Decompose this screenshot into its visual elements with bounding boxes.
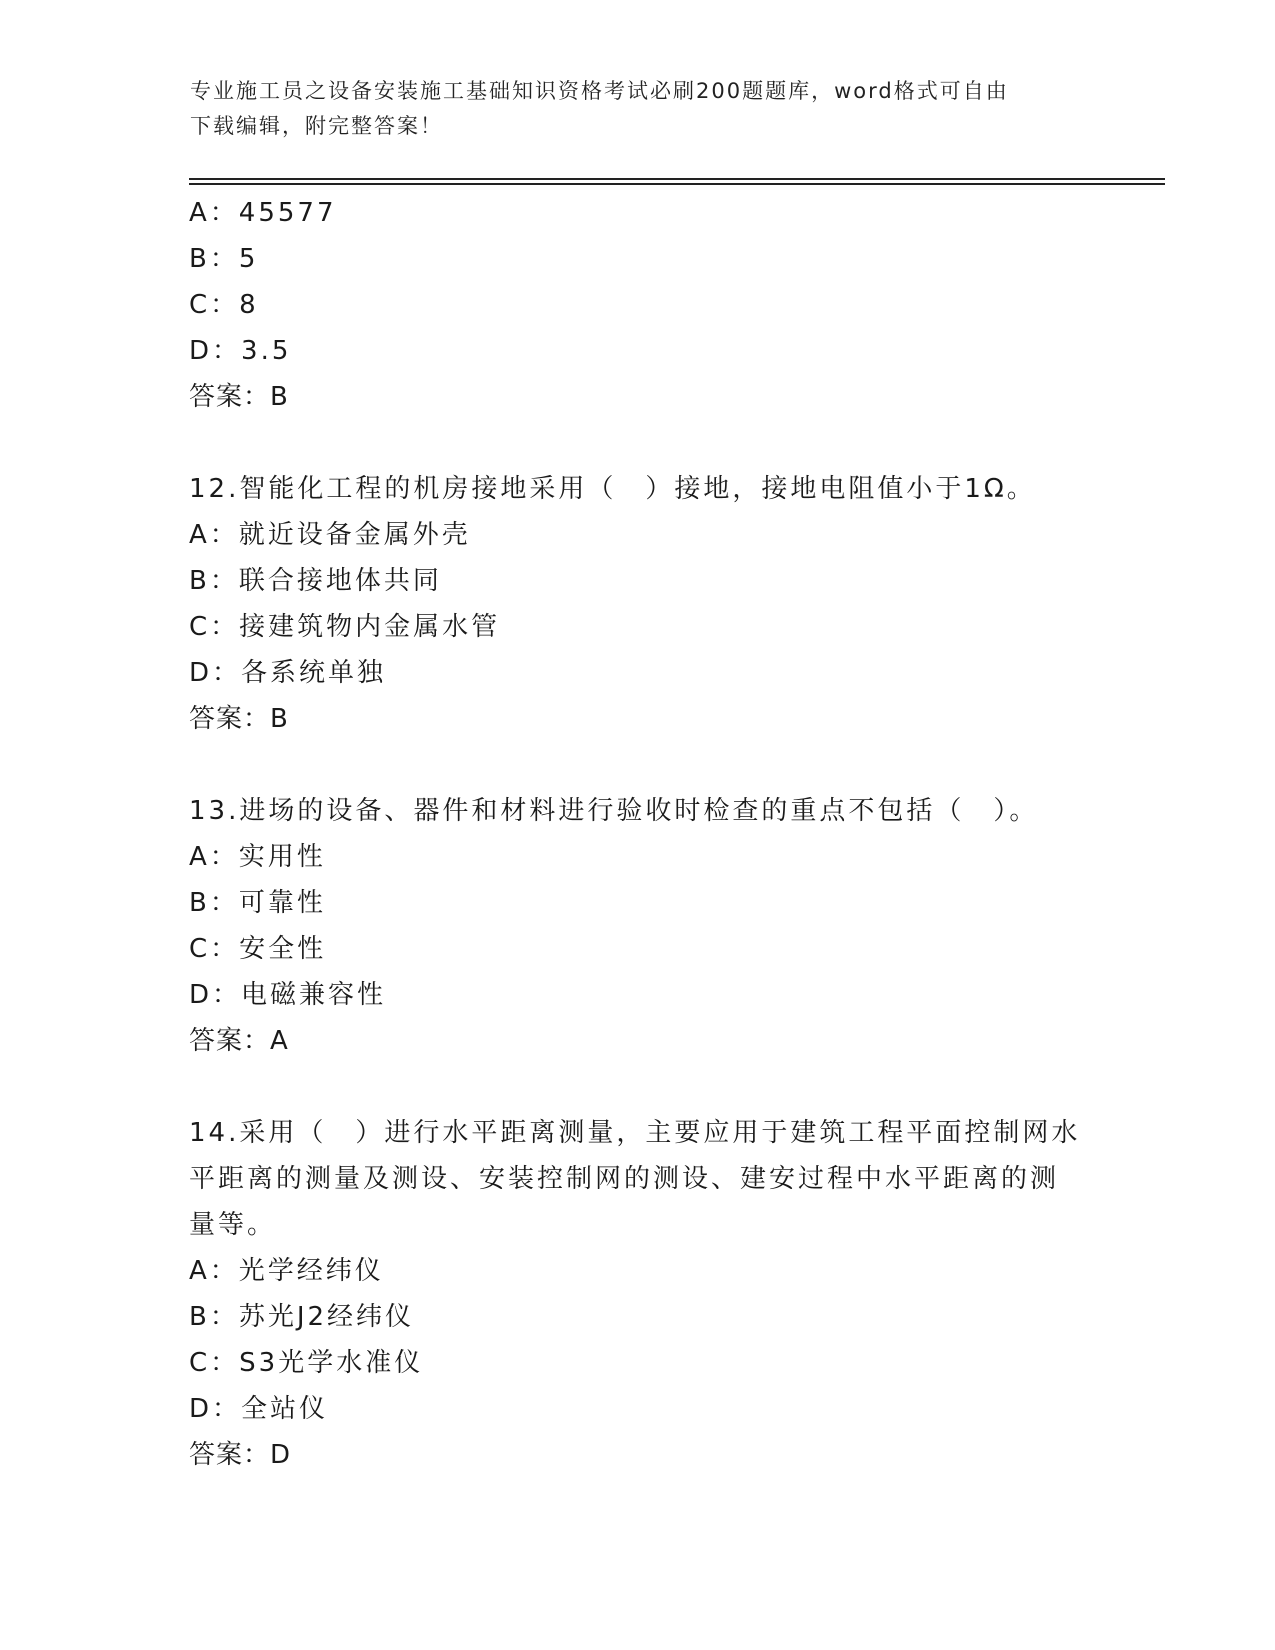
question-11 (189, 190, 1089, 420)
header-divider-bottom (189, 183, 1165, 185)
option-d: D：全站仪 (189, 1394, 329, 1424)
option-a: A：45577 (189, 198, 337, 228)
spacer (189, 742, 1089, 788)
question-text: 12.智能化工程的机房接地采用（ ）接地，接地电阻值小于1Ω。 (189, 474, 1036, 504)
option-c: C：安全性 (189, 934, 327, 964)
option-c: C：接建筑物内金属水管 (189, 612, 501, 642)
option-b: B：联合接地体共同 (189, 566, 442, 596)
option-c: C：S3光学水准仪 (189, 1348, 424, 1378)
header-divider-top (189, 178, 1165, 180)
question-text: 13.进场的设备、器件和材料进行验收时检查的重点不包括（ ）。 (189, 796, 1039, 826)
header-line-1: 专业施工员之设备安装施工基础知识资格考试必刷200题题库，word格式可自由 (190, 79, 1009, 103)
answer: 答案：B (189, 704, 289, 734)
question-12 (189, 466, 1089, 742)
question-text-line-2: 平距离的测量及测设、安装控制网的测设、建安过程中水平距离的测 (189, 1164, 1060, 1194)
option-c: C：8 (189, 290, 259, 320)
option-a: A：就近设备金属外壳 (189, 520, 471, 550)
option-b: B：可靠性 (189, 888, 326, 918)
option-a: A：光学经纬仪 (189, 1256, 384, 1286)
option-b: B：5 (189, 244, 259, 274)
header-line-2: 下载编辑，附完整答案！ (190, 114, 443, 138)
option-d: D：电磁兼容性 (189, 980, 387, 1010)
option-a: A：实用性 (189, 842, 326, 872)
answer: 答案：D (189, 1440, 292, 1470)
option-b: B：苏光J2经纬仪 (189, 1302, 415, 1332)
option-d: D：3.5 (189, 336, 292, 366)
document-header (190, 74, 1090, 144)
spacer (189, 420, 1089, 466)
answer: 答案：A (189, 1026, 289, 1056)
question-text-line-3: 量等。 (189, 1210, 277, 1240)
question-14 (189, 1110, 1089, 1478)
option-d: D：各系统单独 (189, 658, 387, 688)
question-text-line-1: 14.采用（ ）进行水平距离测量，主要应用于建筑工程平面控制网水 (189, 1118, 1081, 1148)
spacer (189, 1064, 1089, 1110)
question-13 (189, 788, 1089, 1064)
answer: 答案：B (189, 382, 289, 412)
question-list (189, 190, 1089, 1478)
